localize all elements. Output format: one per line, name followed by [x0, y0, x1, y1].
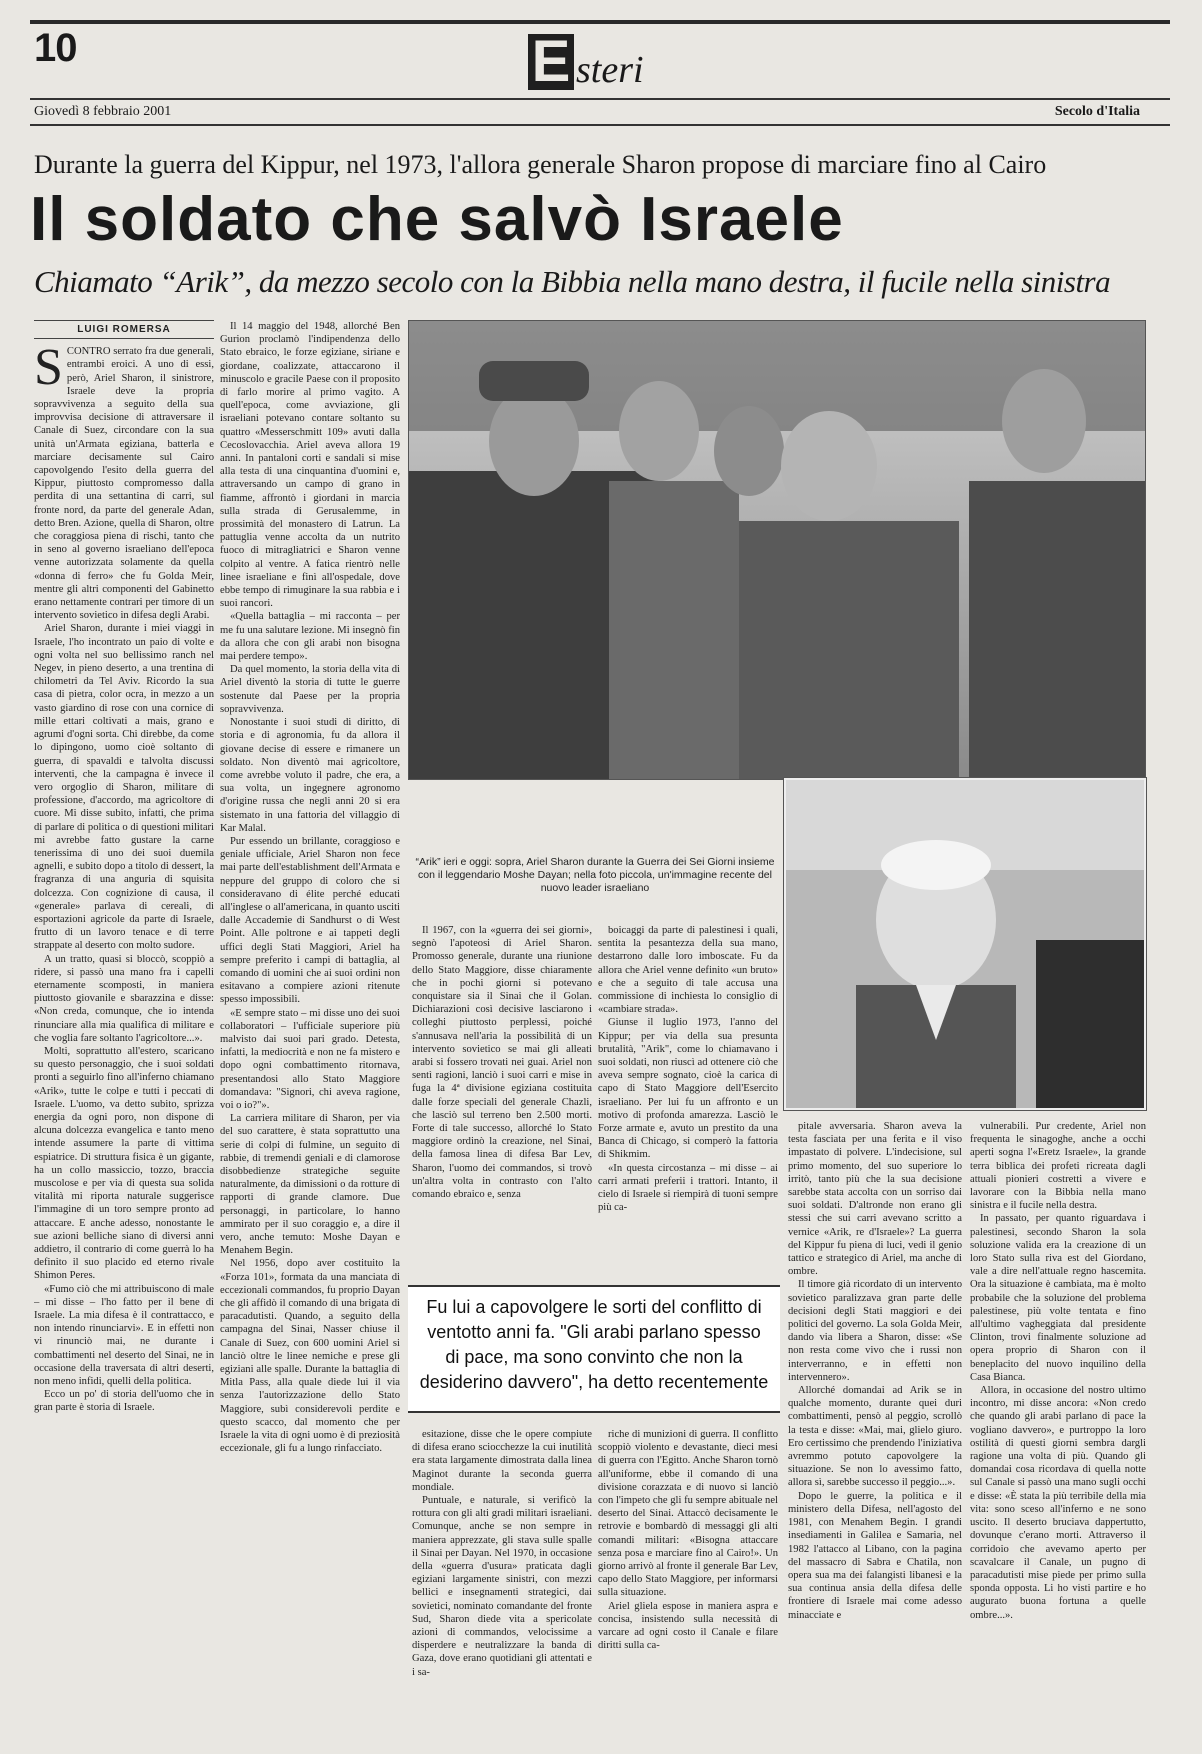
paragraph: In passato, per quanto riguardava i palestinesi, secondo Sharon la sola soluzione valida era la creazione di un loro Stato sulla riva est del Giordano, vale a dire nell'attuale regno hascemita. Ora la situazione è cambiata, ma è molto probabile che la soluzione del problema palestinese, più volte tentata e fino all'ultimo vagheggiata dal presidente Clinton, trovi finalmente soluzione ad opera proprio di Sharon con il beneplacito del nuovo inquilino della Casa Bianca. [970, 1213, 1146, 1383]
paragraph: Molti, soprattutto all'estero, scaricano su questo personaggio, che i suoi soldati pronti a seguirlo fino all'inferno chiamano «Arik», tutte le colpe e tutti i peccati di Israele. L'uomo, va detto subito, sprizza energia da ogni poro, non dispone di alcuna dolcezza evangelica e tanto meno intende assumere la parte di vittima espiatrice. Di struttura fisica è un gigante, ha un collo massiccio, tozzo, braccia muscolose e per via di questa sua solida vitalità mi riporta naturale suggerisce l'immagine di un toro sempre pronto ad attaccare. E anche adesso, nonostante le sue azioni belliche siano di diversi anni addietro, il contrario di come guerrà lo ha definito il suo placido ed eterno rivale Shimon Peres. [34, 1045, 214, 1282]
top-rule [30, 20, 1170, 24]
dropcap: S [34, 339, 63, 397]
article-column-3-upper [412, 924, 592, 1276]
paragraph: esitazione, disse che le opere compiute di difesa erano sciocchezze la cui inutilità era stata largamente dimostrata dalla linea Maginot durante la seconda guerra mondiale. [412, 1429, 592, 1493]
article-subhead: Chiamato “Arik”, da mezzo secolo con la Bibbia nella mano destra, il fucile nella sinistra [34, 264, 1111, 299]
pull-quote: Fu lui a capovolgere le sorti del conflitto di ventotto anni fa. "Gli arabi parlano spesso di pace, ma sono convinto che non la desiderino davvero", ha detto recentemente [408, 1285, 780, 1413]
paragraph: boicaggi da parte di palestinesi i quali, sentita la pesantezza della sua mano, destarrono dalle loro imboscate. Fu da allora che Ariel venne definito «un bruto» e che a seguito di tale accusa una commissione di inchiesta lo consiglio di «cambiare strada». [598, 925, 778, 1016]
article-column-5 [788, 1120, 962, 1740]
paragraph: Ecco un po' di storia dell'uomo che in gran parte è storia di Israele. [34, 1389, 214, 1414]
issue-date: Giovedì 8 febbraio 2001 [34, 104, 172, 119]
paragraph: «E sempre stato – mi disse uno dei suoi collaboratori – l'ufficiale superiore più malvisto dai suoi pari grado. Detesta, infatti, la mediocrità e non ne fa mistero e dopo ogni combattimento ritornava, presentandosi allo Stato Maggiore domandava: "Signori, chi aveva ragione, voi o io?"». [220, 1007, 400, 1111]
paragraph: Ariel gliela espose in maniera aspra e concisa, insistendo sulla necessità di varcare ad ogni costo il Canale e filare diritti sulla ca- [598, 1600, 778, 1652]
section-name: steri [576, 49, 644, 91]
dateline-rule [30, 98, 1170, 100]
paragraph: Allorché domandai ad Arik se in qualche momento, durante quei duri combattimenti, pensò al peggio, scrollò la testa e disse: «Mai, mai, glielo giuro. Ero certissimo che prendendo l'iniziativa avremmo potuto capovolgere la situazione. Se non lo avessimo fatto, allora sì, sarebbe successo il peggio...». [788, 1385, 962, 1489]
paragraph: Puntuale, e naturale, si verificò la rottura con gli alti gradi militari israeliani. Comunque, anche se non sempre in maniera apprezzate, gli stava sulle spalle il Sinai per Dayan. Nel 1970, in occasione della «guerra d'usura» praticata dagli egiziani largamente sinistri, con mezzi bellici e insegnamenti strategici, dai sovietici, nominato comandante del fronte Sud, Sharon diede vita a spericolate azioni di commandos, velocissime a disperdere e neutralizzare la banda di Gaza, dove erano quotidiani gli attentati e i sa- [412, 1495, 592, 1678]
article-column-2 [220, 320, 400, 1740]
article-column-6 [970, 1120, 1146, 1740]
article-column-1 [34, 320, 214, 1740]
paragraph: Da quel momento, la storia della vita di Ariel diventò la storia di tutte le guerre sostenute dal Paese per la propria sopravvivenza. [220, 664, 400, 715]
paragraph: Nel 1956, dopo aver costituito la «Forza 101», formata da una manciata di eccezionali commandos, fu proprio Dayan che gli affidò il comando di una brigata di paracadutisti. Quando, a seguito della campagna del Sinai, Nasser chiuse il Canale di Suez, con 600 uomini Ariel si lanciò oltre le linee nemiche e prese gli egiziani alle spalle. Durante la battaglia di Mitla Pass, alla quale diede lui il via senza l'autorizzazione dello Stato Maggiore, subì considerevoli perdite e questo scacco, dal momento che per Israele la vita di ogni uomo è di preziosità eccezionale, gli fu a lungo rinfacciato. [220, 1258, 400, 1455]
paper-name: Secolo d'Italia [1054, 104, 1140, 119]
paragraph: Giunse il luglio 1973, l'anno del Kippur; per via della sua presunta brutalità, "Arik", come lo chiamavano i suoi soldati, non riuscì ad ottenere ciò che aveva sempre sognato, cioè la carica di capo di Stato Maggiore dell'Esercito israeliano. Per lui fu un affronto e un motivo di profonda amarezza. Lasciò le Forze armate e, avuto un prestito da una Banca di Chicago, si comperò la fattoria di Shikmim. [598, 1017, 778, 1161]
paragraph: Allora, in occasione del nostro ultimo incontro, mi disse ancora: «Non credo che quando gli arabi parlano di pace la vogliano davvero», e purtroppo la loro ostilità di questi giorni sembra dargli ragione una volta di più. Quando gli domandai cosa ricordava di quella notte sul Canale si passò una mano sugli occhi e disse: «È stata la più terribile della mia vita: sono sceso all'inferno e ne sono uscito. Il deserto bruciava dappertutto, dovunque c'erano morti. Attraverso il corridoio che avevamo aperto per scavalcare il Canale, un pugno di paracadutisti mise piede per primo sulla sponda opposta. Li ho visti partire e ho augurato buona fortuna a quelle ombre...». [970, 1385, 1146, 1621]
paragraph: A un tratto, quasi si bloccò, scoppiò a ridere, si passò una mano fra i capelli eternamente scomposti, in maniera piuttosto giovanile e sbarazzina e disse: «Non creda, comunque, che io intenda rinunciare alla mia qualifica di militare e che voglia fare soltanto l'agricoltore...». [34, 953, 214, 1044]
dateline-rule [30, 124, 1170, 126]
paragraph: Pur essendo un brillante, coraggioso e geniale ufficiale, Ariel Sharon non fece mai parte dell'establishment dell'Armata e neppure del gruppo di coloro che si consideravano di élite perché educati all'inglese o all'americana, in quanto usciti dalle Accademie di Sandhurst o di West Point. Alle poltrone e ai tappeti degli uffici degli Stati Maggiori, Ariel ha sempre preferito i campi di battaglia, al comando di uomini che ai suoi ordini non esitavano a compiere azioni ritenute spesso impossibili. [220, 835, 400, 1006]
paragraph: pitale avversaria. Sharon aveva la testa fasciata per una ferita e il viso impastato di polvere. L'indecisione, sul primo momento, del suo superiore lo irritò, tanto più che la sua decisione sarebbe stata accolta con un sorriso dai suoi soldati. D'altronde non erano gli stessi che sui carri avevano scritto a vernice «Arik, re d'Israele»? La guerra del Kippur fu piena di luci, vedi il genio tattico e strategico di Ariel, ma anche di ombre. [788, 1121, 962, 1278]
page-number: 10 [34, 26, 77, 70]
paragraph: vulnerabili. Pur credente, Ariel non frequenta le sinagoghe, anche a occhi aperti sogna l'«Eretz Israele», la grande terra biblica dei profeti ricreata dagli attuali pionieri costretti a vivere e lavorare con la Bibbia nella mano sinistra e il fucile nella destra. [970, 1121, 1146, 1212]
paragraph: Il 14 maggio del 1948, allorché Ben Gurion proclamò l'indipendenza dello Stato ebraico, le forze egiziane, siriane e giordane, coalizzate, attaccarono il minuscolo e gracile Paese con il proposito di farlo morire al primo vagito. A quell'epoca, come avviazione, gli israeliani potevano contare soltanto su quattro «Messerschmitt 109» avuti dalla Cecoslovacchia. Ariel aveva allora 19 anni. In pantaloni corti e sandali si mise alla testa di una cinquantina d'uomini e, attraversando un campo di grano in fiamme, affrontò i giordani in marcia sulla strada di Gerusalemme, in prossimità del monastero di Latrun. La pattuglia venne accolta da un nutrito fuoco di mitragliatrici e Sharon venne colpito al ventre. A fatica rientrò nelle linee israeliane e finì all'ospedale, dove ebbe tempo di rimuginare la sua rabbia e i suoi rancori. [220, 321, 400, 610]
main-photo [408, 320, 1146, 780]
paragraph: Ariel Sharon, durante i miei viaggi in Israele, l'ho incontrato un paio di volte e ogni volta nel suo bellissimo ranch nel Negev, in pieno deserto, a una trentina di chilometri da Tel Aviv. Ricordo la sua casa di pietra, color ocra, in mezzo a un vasto giardino di rose con una cornice di mille ettari coltivati a mais, grano e agrumi d'ogni sorta. Chi direbbe, da come lo dipingono, uomo cioè soltanto di guerra, di spavaldi e talvolta discussi interventi, che la campagna è invece il vero orgoglio di Sharon, militare di professione, d'accordo, ma agricoltore di cuore. Mi disse subito, infatti, che prima di parlare di politica o di questioni militari mi avrebbe fatto gustare la carne tenerissima di uno dei suoi duemila agnelli, e subito dopo a titolo di dessert, la fragranza di una anguria di squisita dolcezza. Con cognizione di causa, il «generale» parlava di cereali, di esportazioni agricole da parte di Israele, frutto di un lavoro tenace e di terre strappate al deserto con molto sudore. [34, 623, 214, 952]
paragraph: «Fumo ciò che mi attribuiscono di male – mi disse – l'ho fatto per il bene di Israele. La mia difesa è il contrattacco, e non intendo rinunciarvi». E in effetti non vi rinunciò mai, ne durante i combattimenti nel deserto del Sinai, ne in occasione della traversata di altri deserti, non meno infidi, quelli della politica. [34, 1283, 214, 1388]
inset-photo [784, 778, 1146, 1110]
photo-caption: “Arik” ieri e oggi: sopra, Ariel Sharon durante la Guerra dei Sei Giorni insieme con il leggendario Moshe Dayan; nella foto piccola, un'immagine recente del nuovo leader israeliano [415, 856, 775, 894]
article-column-3-lower [412, 1428, 592, 1740]
paragraph: La carriera militare di Sharon, per via del suo carattere, è stata soprattutto una serie di colpi di fulmine, un seguito di rabbie, di tremendi geniali e di clamorose disobbedienze strategiche seguite naturalmente, da dimissioni o da rotture di rapporti di grande clamore. Due personaggi, in particolare, lo hanno ammirato per il suo coraggio e, a dire il vero, anche temuto: Moshe Dayan e Menahem Begin. [220, 1113, 400, 1257]
byline: LUIGI ROMERSA [34, 320, 214, 339]
article-column-4-upper [598, 924, 778, 1276]
paragraph: Il timore già ricordato di un intervento sovietico paralizzava gran parte delle decisioni degli Stati maggiori e dei politici del governo. La sola Golda Meir, dando via libera a Sharon, disse: «Se non resta come vivo che i russi non interverranno, e in effetti non intervennero». [788, 1279, 962, 1383]
paragraph: Nonostante i suoi studi di diritto, di storia e di agronomia, fu da allora il giovane decise di essere e rimanere un soldato. Non diventò mai agricoltore, come avrebbe voluto il padre, che era, a sua volta, un ingegnere agronomo d'origine russa che negli anni 20 si era sistemato in una fattoria del villaggio di Kar Malal. [220, 717, 400, 834]
paragraph: «Quella battaglia – mi racconta – per me fu una salutare lezione. Mi insegnò fin da allora che con gli arabi non bisogna mai perdere tempo». [220, 611, 400, 663]
paragraph: riche di munizioni di guerra. Il conflitto scoppiò violento e devastante, dieci mesi di guerra con l'Egitto. Anche Sharon tornò all'uniforme, ebbe il comando di una divisione corazzata e di nuovo si lanciò con l'impeto che gli fu sempre abituale nel deserto del Sinai. Attaccò decisamente le retrovie e bombardò di messaggi gli alti comandi militari: «Bisogna attaccare senza posa e marciare fino al Cairo!». Un giorno arrivò al fronte il generale Bar Lev, capo dello Stato Maggiore, per informarsi sulla situazione. [598, 1429, 778, 1599]
article-headline: Il soldato che salvò Israele [30, 185, 844, 254]
paragraph: Il 1967, con la «guerra dei sei giorni», segnò l'apoteosi di Ariel Sharon. Promosso generale, durante una riunione dello Stato Maggiore, disse chiaramente che in pochi giorni si potevano conquistare sia il Sinai che il Golan. Dichiarazioni così decisive lasciarono i colleghi piuttosto perplessi, poiché s'annusava nell'aria la possibilità di un intervento sovietico se mai gli alleati arabi si fossero trovati nei guai. Ariel non sentì ragioni, lanciò i suoi carri e mise in fuga la 4ª divisione egiziana costituita dalle forze speciali del generale Chazli, che lasciò sul terreno ben 2.500 morti. Forte di tale successo, allorché lo Stato maggiore ordinò la creazione, nel Sinai, della famosa linea di difesa Bar Lev, Sharon, l'uomo dei commandos, si trovò un'altra volta in contrasto con l'alto comando ebraico e, senza [412, 925, 592, 1201]
article-kicker: Durante la guerra del Kippur, nel 1973, l'allora generale Sharon propose di marciare fino al Cairo [34, 150, 1047, 179]
article-column-4-lower [598, 1428, 778, 1740]
paragraph: Dopo le guerre, la politica e il ministero della Difesa, nell'agosto del 1981, con Menahem Begin. I grandi insediamenti in Galilea e Samaria, nel 1982 l'attacco al Libano, con la pagina del massacro di Sabra e Chatila, non opera sua ma dei falangisti libanesi e la sua continua ansia della difesa delle frontiere di Israele mai come adesso minacciate e [788, 1490, 962, 1621]
section-initial: E [528, 34, 574, 90]
paragraph: «In questa circostanza – mi disse – ai carri armati preferii i trattori. Intanto, il cielo di Israele si riempirà di tuoni sempre più ca- [598, 1162, 778, 1214]
paragraph: CONTRO serrato fra due generali, entrambi eroici. A uno di essi, però, Ariel Sharon, il sinistrore, Israele deve la propria sopravvivenza a seguito della sua improvvisa decisione di attraversare il Canale di Suez, circondare con la sua unità un'Armata egiziana, batterla e marciare decisamente sul Cairo capovolgendo l'esito della guerra del Kippur, piuttosto compromesso dalla perdita di una settantina di carri, sul fronte nord, da parte del generale Adan, detto Bren. Azione, quella di Sharon, oltre che coraggiosa piena di rischi, tanto che in seno al governo israeliano dell'epoca venne autorizzata solamente da quella «donna di ferro» che fu Golda Meir, mentre gli altri componenti del Gabinetto erano nettamente contrari per timore di un intervento sovietico in difesa degli Arabi. [34, 346, 214, 622]
